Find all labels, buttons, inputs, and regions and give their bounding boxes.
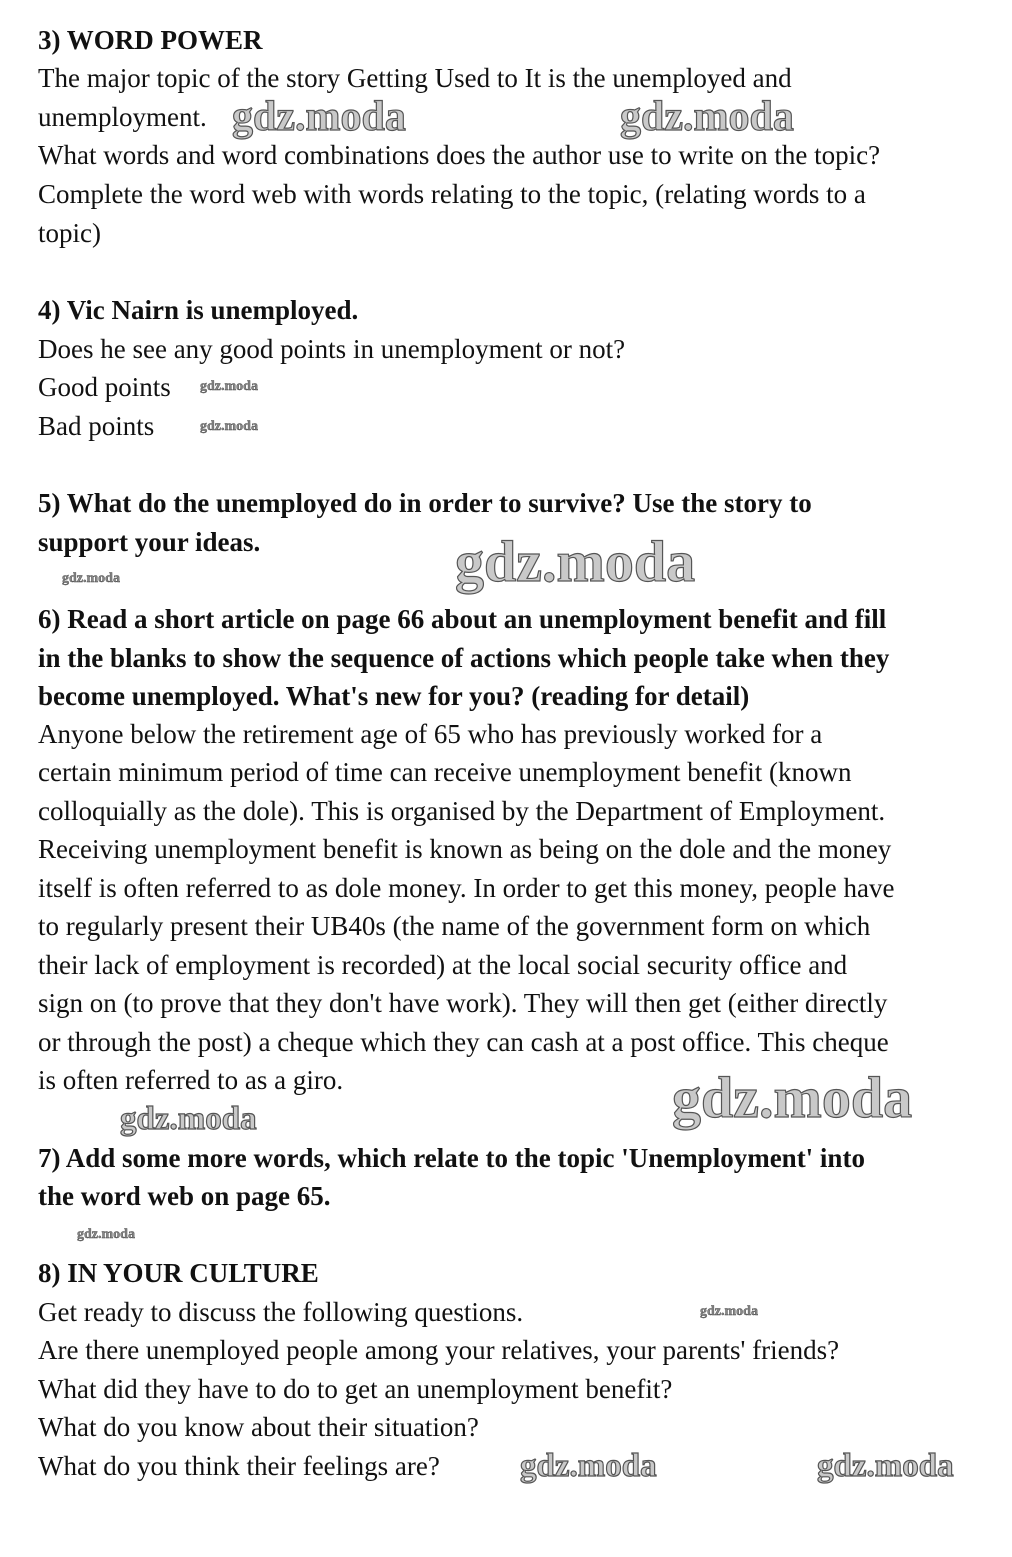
watermark: gdz.moda (120, 1101, 257, 1137)
text-line: Good points (38, 372, 171, 402)
text-line: itself is often referred to as dole money. In order to get this money, people have (38, 873, 895, 903)
text-line: certain minimum period of time can receive unemployment benefit (known (38, 757, 852, 787)
text-line: is often referred to as a giro. (38, 1065, 344, 1095)
text-line: Are there unemployed people among your relatives, your parents' friends? (38, 1335, 840, 1365)
text-line: Bad points (38, 411, 155, 441)
watermark: gdz.moda (62, 571, 120, 586)
text-line: Anyone below the retirement age of 65 who has previously worked for a (38, 719, 823, 749)
text-line: to regularly present their UB40s (the name of the government form on which (38, 911, 871, 941)
watermark: gdz.moda (700, 1304, 758, 1319)
watermark: gdz.moda (200, 419, 258, 434)
watermark: gdz.moda (817, 1448, 954, 1484)
text-line: Does he see any good points in unemployment or not? (38, 334, 626, 364)
watermark: gdz.moda (200, 379, 258, 394)
watermark: gdz.moda (77, 1227, 135, 1242)
text-line: Get ready to discuss the following questions. (38, 1297, 524, 1327)
watermark: gdz.moda (455, 529, 696, 594)
text-line: What did they have to do to get an unemployment benefit? (38, 1374, 673, 1404)
text-line: What do you think their feelings are? (38, 1451, 440, 1481)
text-line: their lack of employment is recorded) at the local social security office and (38, 950, 848, 980)
section-heading: 6) Read a short article on page 66 about an unemployment benefit and fill (38, 604, 887, 634)
text-line: The major topic of the story Getting Used to It is the unemployed and (38, 63, 792, 93)
section-heading: in the blanks to show the sequence of actions which people take when they (38, 643, 890, 673)
text-line: topic) (38, 218, 101, 248)
text-line: What do you know about their situation? (38, 1412, 479, 1442)
watermark: gdz.moda (620, 94, 794, 140)
section-heading: the word web on page 65. (38, 1181, 331, 1211)
text-line: What words and word combinations does the author use to write on the topic? (38, 140, 881, 170)
text-line: or through the post) a cheque which they can cash at a post office. This cheque (38, 1027, 889, 1057)
section-heading: 8) IN YOUR CULTURE (38, 1258, 319, 1288)
text-line: sign on (to prove that they don't have work). They will then get (either directly (38, 988, 888, 1018)
section-heading: 4) Vic Nairn is unemployed. (38, 295, 359, 325)
text-line: unemployment. (38, 102, 207, 132)
section-heading: 5) What do the unemployed do in order to survive? Use the story to (38, 488, 812, 518)
section-heading: 3) WORD POWER (38, 25, 263, 55)
text-line: colloquially as the dole). This is organised by the Department of Employment. (38, 796, 886, 826)
text-line: Complete the word web with words relating to the topic, (relating words to a (38, 179, 866, 209)
section-heading: become unemployed. What's new for you? (reading for detail) (38, 681, 750, 711)
watermark: gdz.moda (520, 1448, 657, 1484)
watermark: gdz.moda (672, 1065, 913, 1130)
section-heading: 7) Add some more words, which relate to the topic 'Unemployment' into (38, 1143, 865, 1173)
watermark: gdz.moda (232, 94, 406, 140)
section-heading: support your ideas. (38, 527, 261, 557)
text-line: Receiving unemployment benefit is known as being on the dole and the money (38, 834, 892, 864)
